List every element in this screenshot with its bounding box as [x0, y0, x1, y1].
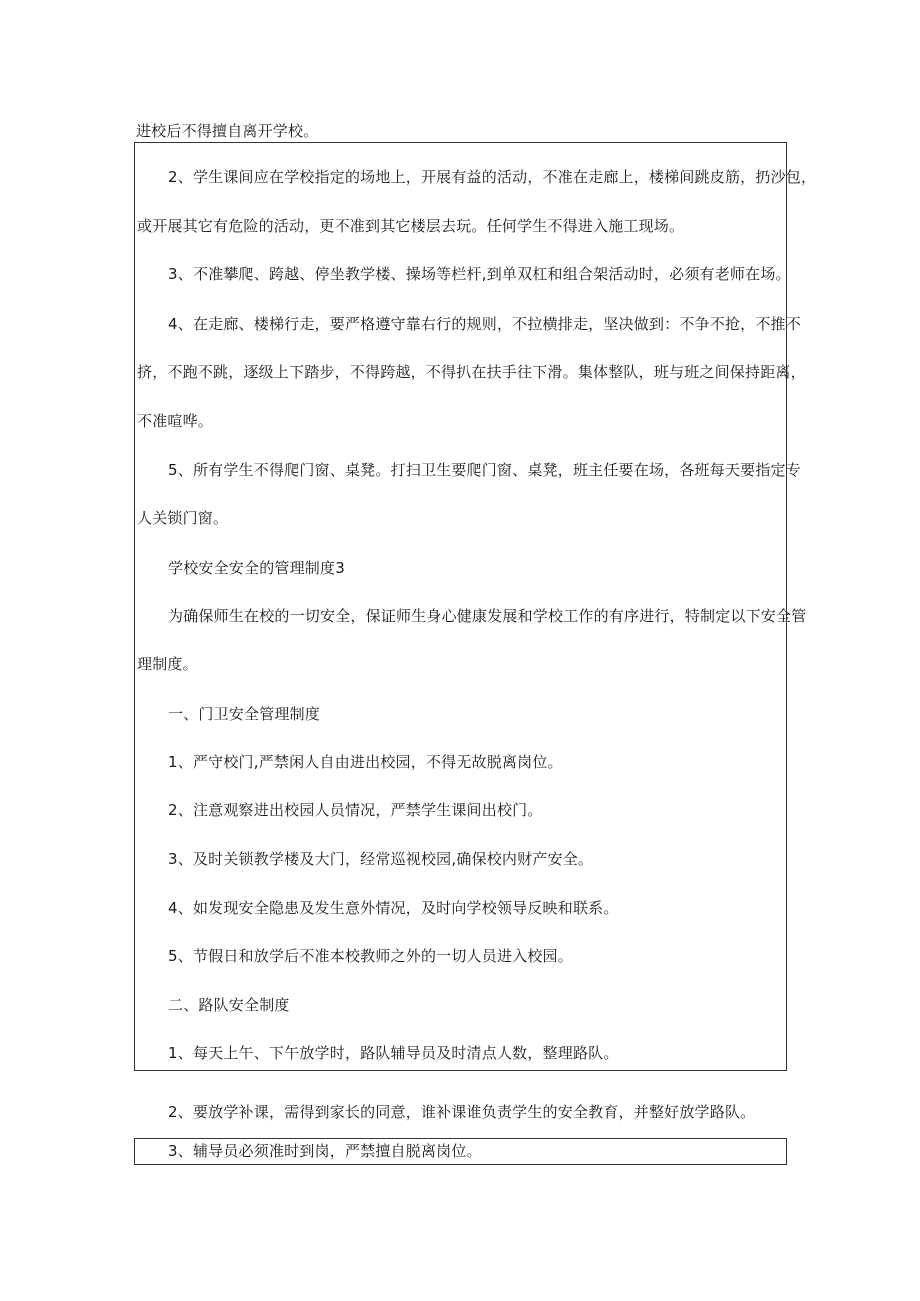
- text-line: 为确保师生在校的一切安全，保证师生身心健康发展和学校工作的有序进行，特制定以下安全管: [168, 607, 807, 625]
- text-line: 2、注意观察进出校园人员情况，严禁学生课间出校门。: [168, 801, 543, 819]
- text-line: 2、学生课间应在学校指定的场地上，开展有益的活动，不准在走廊上，楼梯间跳皮筋，扔沙包，: [168, 168, 817, 186]
- text-line: 理制度。: [137, 655, 198, 673]
- text-line: 挤，不跑不跳，逐级上下踏步，不得跨越，不得扒在扶手往下滑。集体整队，班与班之间保持距离，: [137, 363, 806, 381]
- text-line: 4、在走廊、楼梯行走，要严格遵守靠右行的规则，不拉横排走，坚决做到：不争不抢，不推不: [168, 315, 801, 333]
- text-line: 5、节假日和放学后不准本校教师之外的一切人员进入校园。: [168, 947, 573, 965]
- text-line: 人关锁门窗。: [137, 509, 229, 527]
- text-line: 3、不准攀爬、跨越、停坐教学楼、操场等栏杆,到单双杠和组合架活动时，必须有老师在场。: [168, 265, 791, 283]
- text-line: 3、及时关锁教学楼及大门，经常巡视校园,确保校内财产安全。: [168, 850, 594, 868]
- text-line: 或开展其它有危险的活动，更不准到其它楼层去玩。任何学生不得进入施工现场。: [137, 217, 685, 235]
- text-line: 1、每天上午、下午放学时，路队辅导员及时清点人数，整理路队。: [168, 1044, 619, 1062]
- text-line: 1、严守校门,严禁闲人自由进出校园，不得无故脱离岗位。: [168, 753, 563, 771]
- text-line: 2、要放学补课，需得到家长的同意，谁补课谁负责学生的安全教育，并整好放学路队。: [168, 1103, 756, 1121]
- text-line: 4、如发现安全隐患及发生意外情况，及时向学校领导反映和联系。: [168, 899, 619, 917]
- subsection-heading: 一、门卫安全管理制度: [168, 705, 321, 723]
- text-line: 不准喧哗。: [137, 412, 214, 430]
- subsection-heading: 二、路队安全制度: [168, 996, 290, 1014]
- text-line: 进校后不得擅自离开学校。: [136, 122, 319, 140]
- section-heading: 学校安全安全的管理制度3: [168, 559, 345, 577]
- text-line: 5、所有学生不得爬门窗、桌凳。打扫卫生要爬门窗、桌凳，班主任要在场，各班每天要指定专: [168, 461, 801, 479]
- text-line: 3、辅导员必须准时到岗，严禁擅自脱离岗位。: [168, 1142, 482, 1160]
